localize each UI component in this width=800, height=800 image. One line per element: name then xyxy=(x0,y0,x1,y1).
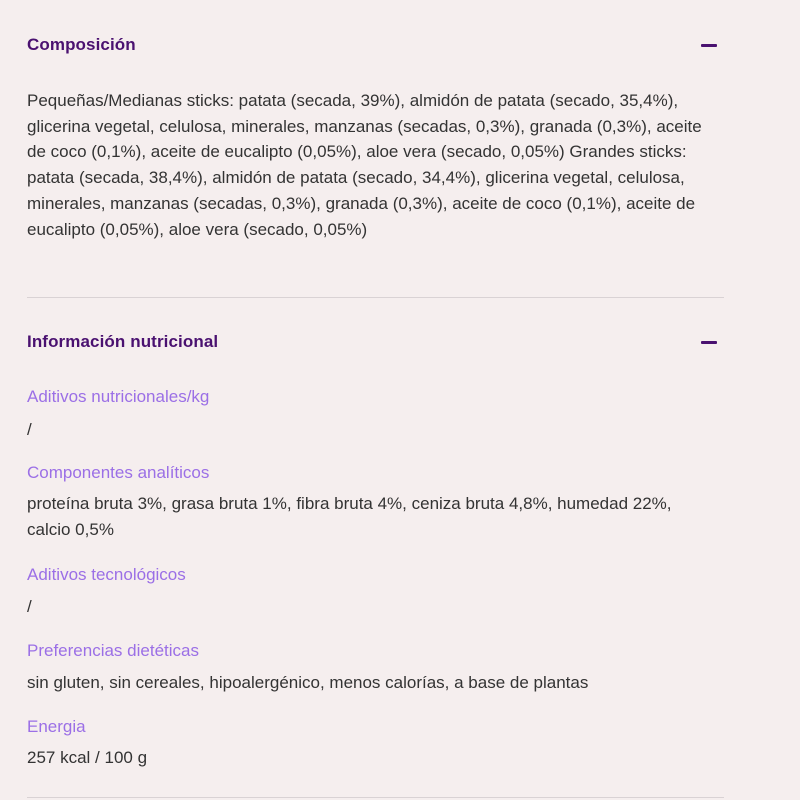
section-divider xyxy=(27,797,724,798)
composition-section-header[interactable] xyxy=(27,30,724,60)
section-divider xyxy=(27,297,724,298)
nutritional-additives-label: Aditivos nutricionales/kg xyxy=(27,387,210,406)
energy-label: Energia xyxy=(27,717,86,736)
technological-additives-label: Aditivos tecnológicos xyxy=(27,565,186,584)
nutrition-section-header[interactable] xyxy=(27,327,724,357)
dietary-preferences-label: Preferencias dietéticas xyxy=(27,641,199,660)
technological-additives-value: / xyxy=(27,597,32,616)
nutritional-additives-value: / xyxy=(27,420,32,439)
composition-title: Composición xyxy=(27,35,136,54)
composition-text: Pequeñas/Medianas sticks: patata (secada, 39%), almidón de patata (secado, 35,4%), glicerina vegetal, celulosa, minerales, manzanas (secadas, 0,3%), granada (0,3%), aceite de coco (0,1%), aceite de eucalipto (0,05%), aloe vera (secado, 0,05%) Grandes sticks: patata (secada, 38,4%), almidón de patata (secado, 34,4%), glicerina vegetal, celulosa, minerales, manzanas (secadas, 0,3%), granada (0,3%), aceite de coco (0,1%), aceite de eucalipto (0,05%), aloe vera (secado, 0,05%) xyxy=(27,91,702,239)
minus-icon[interactable] xyxy=(700,333,718,351)
analytical-components-value: proteína bruta 3%, grasa bruta 1%, fibra bruta 4%, ceniza bruta 4,8%, humedad 22%, calcio 0,5% xyxy=(27,494,672,539)
nutrition-title: Información nutricional xyxy=(27,332,219,351)
analytical-components-label: Componentes analíticos xyxy=(27,463,210,482)
energy-value: 257 kcal / 100 g xyxy=(27,748,148,767)
dietary-preferences-value: sin gluten, sin cereales, hipoalergénico, menos calorías, a base de plantas xyxy=(27,673,589,692)
minus-icon[interactable] xyxy=(700,36,718,54)
